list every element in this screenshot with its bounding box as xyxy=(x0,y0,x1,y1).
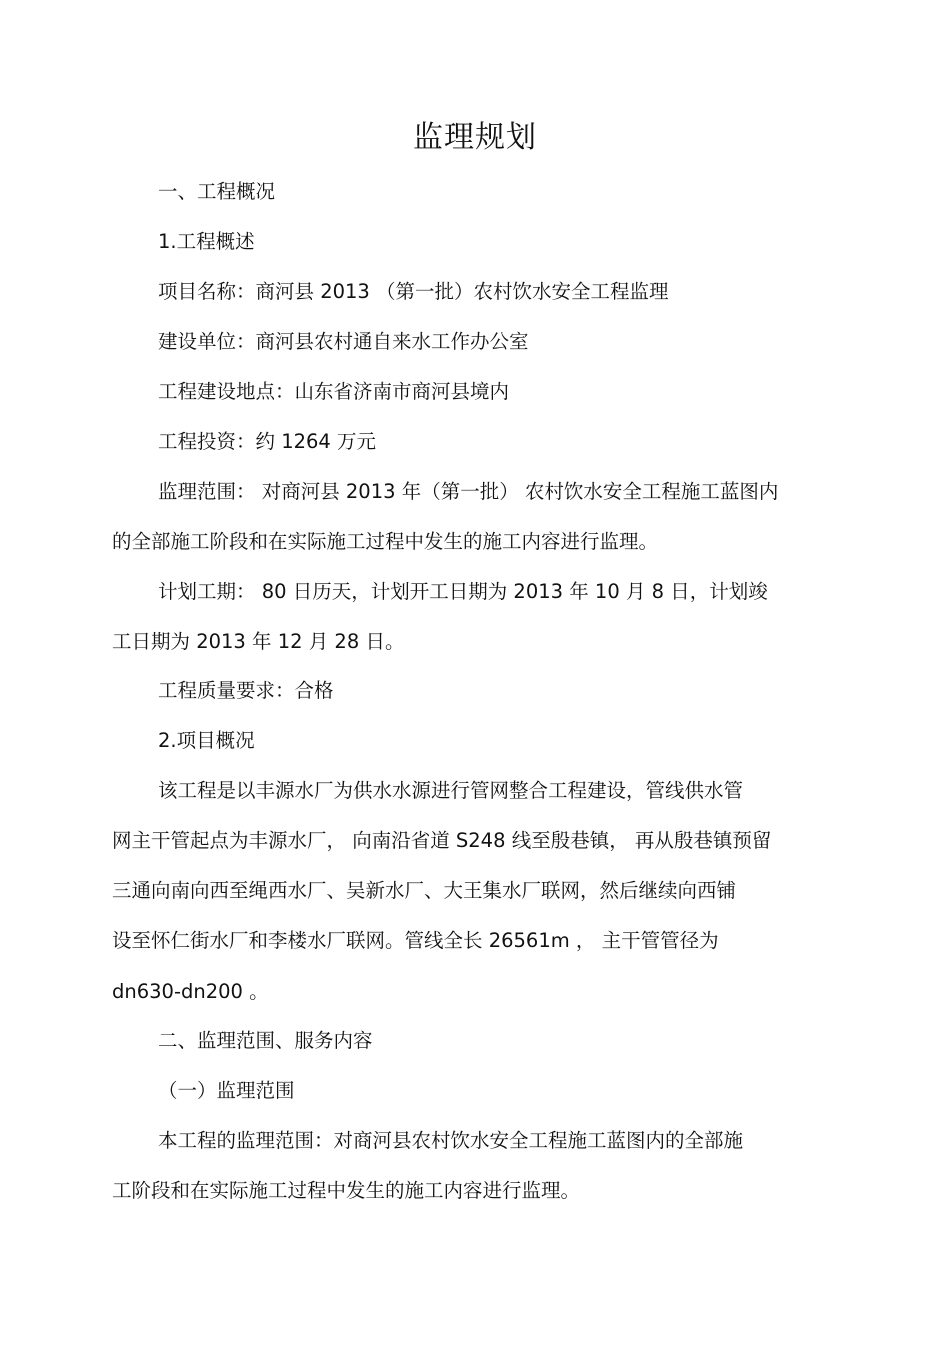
investment-line: 工程投资：约 1264 万元 xyxy=(158,430,377,453)
scope-description-line-2: 工阶段和在实际施工过程中发生的施工内容进行监理。 xyxy=(112,1179,581,1202)
schedule-line-1: 计划工期： 80 日历天，计划开工日期为 2013 年 10 月 8 日，计划竣 xyxy=(158,580,768,603)
schedule-line-2: 工日期为 2013 年 12 月 28 日。 xyxy=(112,630,405,653)
subsection-heading-project-summary: 1.工程概述 xyxy=(158,230,255,253)
supervision-scope-line-2: 的全部施工阶段和在实际施工过程中发生的施工内容进行监理。 xyxy=(112,530,659,553)
quality-requirement-line: 工程质量要求：合格 xyxy=(158,679,334,702)
subsection-heading-project-situation: 2.项目概况 xyxy=(158,729,255,752)
supervision-scope-line-1: 监理范围： 对商河县 2013 年（第一批） 农村饮水安全工程施工蓝图内 xyxy=(158,480,779,503)
project-situation-line-2: 网主干管起点为丰源水厂， 向南沿省道 S248 线至殷巷镇， 再从殷巷镇预留 xyxy=(112,829,772,852)
project-location-line: 工程建设地点：山东省济南市商河县境内 xyxy=(158,380,510,403)
construction-unit-line: 建设单位：商河县农村通自来水工作办公室 xyxy=(158,330,529,353)
section-heading-project-overview: 一、工程概况 xyxy=(158,180,276,203)
project-name-line: 项目名称：商河县 2013 （第一批）农村饮水安全工程监理 xyxy=(158,280,669,303)
project-situation-line-1: 该工程是以丰源水厂为供水水源进行管网整合工程建设，管线供水管 xyxy=(158,779,744,802)
subsection-heading-supervision-scope: （一）监理范围 xyxy=(158,1079,295,1102)
document-title: 监理规划 xyxy=(413,120,537,155)
project-situation-line-5: dn630-dn200 。 xyxy=(112,980,269,1003)
project-situation-line-4: 设至怀仁街水厂和李楼水厂联网。管线全长 26561m ， 主干管管径为 xyxy=(112,929,719,952)
section-heading-scope-services: 二、监理范围、服务内容 xyxy=(158,1029,373,1052)
project-situation-line-3: 三通向南向西至绳西水厂、吴新水厂、大王集水厂联网，然后继续向西铺 xyxy=(112,879,737,902)
scope-description-line-1: 本工程的监理范围：对商河县农村饮水安全工程施工蓝图内的全部施 xyxy=(158,1129,744,1152)
